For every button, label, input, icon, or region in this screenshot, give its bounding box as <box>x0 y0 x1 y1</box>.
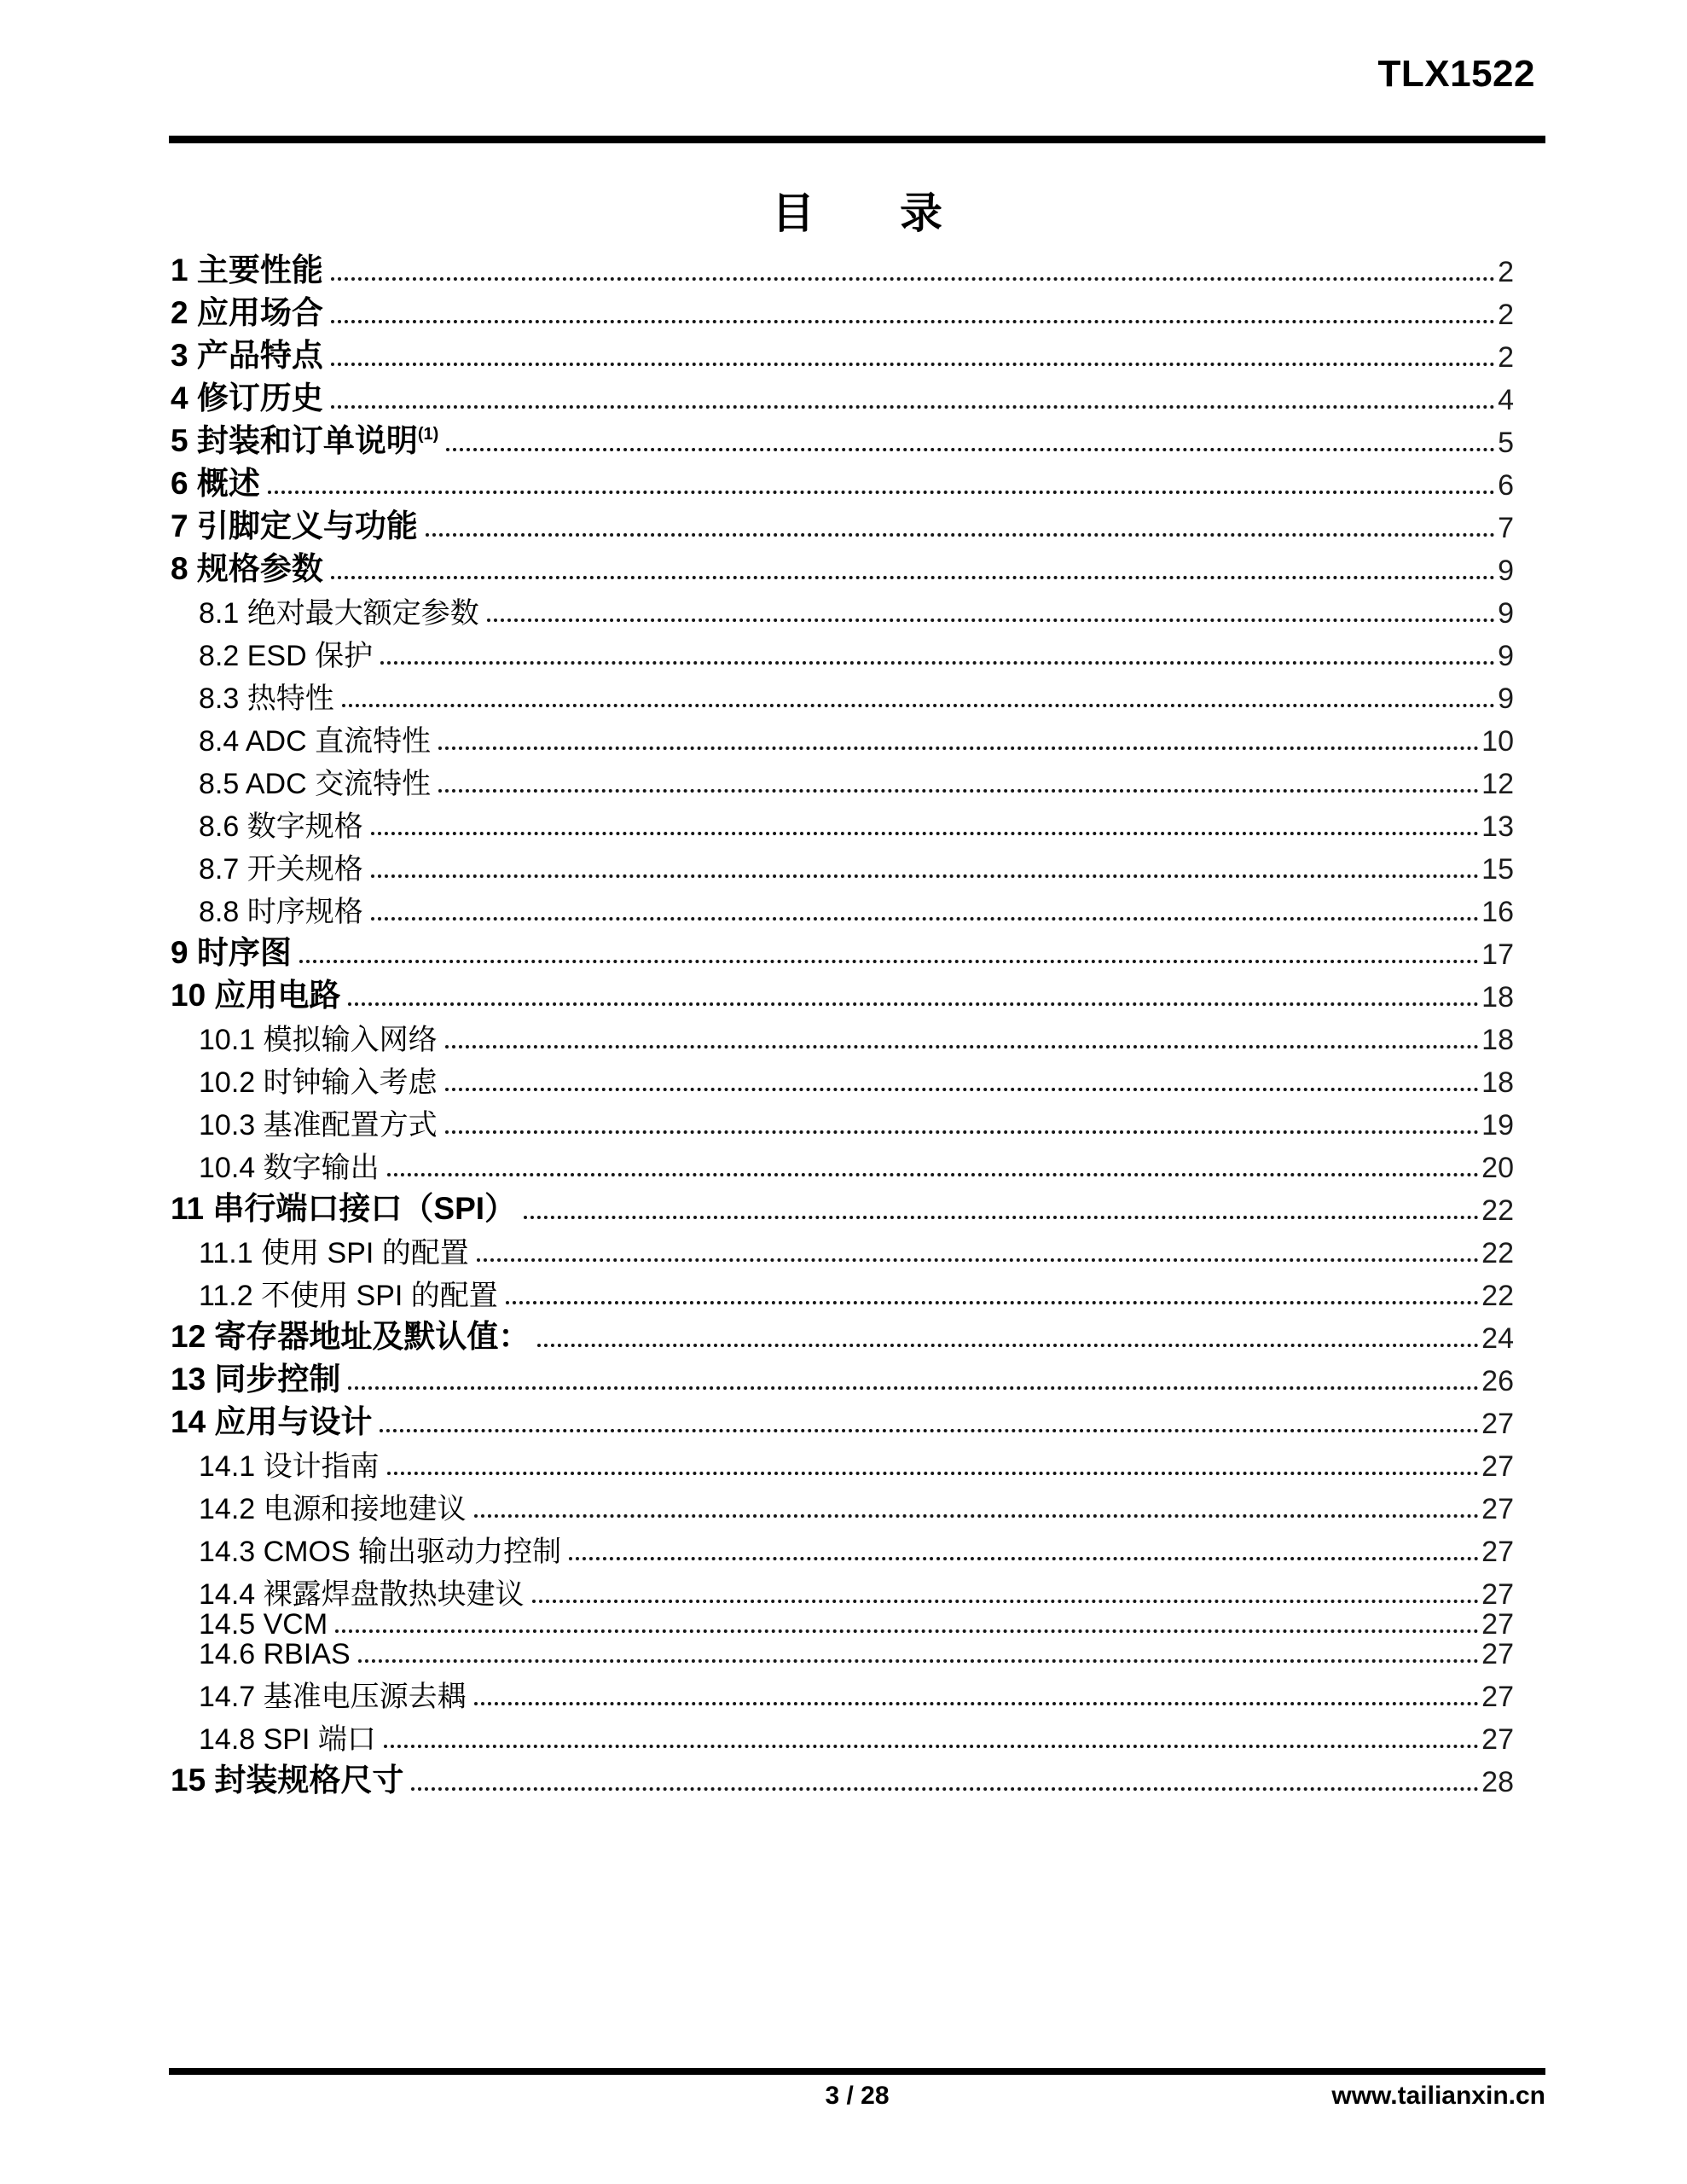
toc-entry-page-number: 10 <box>1481 724 1514 758</box>
toc-entry-text: 8 规格参数 <box>171 551 323 587</box>
toc-entry[interactable] <box>171 1527 1514 1570</box>
toc-entry-label <box>171 1763 403 1800</box>
toc-entry[interactable] <box>171 418 1514 461</box>
toc-entry-text: 8.7 开关规格 <box>199 852 363 886</box>
toc-entry-label <box>171 509 418 546</box>
toc-entry-text: 6 概述 <box>171 466 260 502</box>
toc-leader-dots <box>331 363 1495 366</box>
toc-entry-page-number: 12 <box>1481 767 1514 800</box>
toc-entry-text: 14.7 基准电压源去耦 <box>199 1680 467 1713</box>
toc-entry-label <box>171 424 438 461</box>
toc-entry-page-number: 22 <box>1481 1194 1514 1227</box>
toc-entry-label <box>171 381 323 418</box>
toc-entry-text: 7 引脚定义与功能 <box>171 508 418 544</box>
toc-entry[interactable] <box>171 930 1514 973</box>
toc-leader-dots <box>445 1045 1480 1048</box>
toc-entry-text: 8.6 数字规格 <box>199 810 363 843</box>
toc-leader-dots <box>348 1002 1479 1006</box>
toc-entry-text: 14.3 CMOS 输出驱动力控制 <box>199 1535 562 1568</box>
toc-entry-text: 14.2 电源和接地建议 <box>199 1492 467 1525</box>
toc-entry-page-number: 26 <box>1481 1364 1514 1397</box>
footer <box>169 2082 1545 2116</box>
toc-entry-label <box>199 1451 380 1484</box>
toc-leader-dots <box>331 576 1495 579</box>
toc-entry-text: 9 时序图 <box>171 935 292 971</box>
toc-leader-dots <box>380 1429 1479 1432</box>
toc-entry-label <box>199 1025 438 1058</box>
toc-entry[interactable] <box>171 631 1514 674</box>
toc-entry-text: 8.1 绝对最大额定参数 <box>199 596 479 630</box>
toc-entry[interactable] <box>171 546 1514 589</box>
toc-leader-dots <box>411 1787 1479 1791</box>
toc-entry[interactable] <box>171 461 1514 503</box>
toc-entry-label <box>199 854 363 887</box>
toc-entry[interactable] <box>171 1271 1514 1314</box>
toc-entry-page-number: 15 <box>1481 852 1514 886</box>
toc-entry-page-number: 27 <box>1481 1722 1514 1756</box>
toc-entry-text: 14 应用与设计 <box>171 1404 373 1440</box>
toc-leader-dots <box>387 1472 1480 1475</box>
toc-leader-dots <box>371 832 1479 835</box>
toc-entry-label <box>171 1362 340 1399</box>
toc-entry-label <box>199 1494 467 1527</box>
footer-rule <box>169 2068 1545 2075</box>
toc-leader-dots <box>569 1557 1479 1560</box>
footer-page-indicator: 3 / 28 <box>825 2082 890 2110</box>
toc-entry-text: 10.1 模拟输入网络 <box>199 1023 438 1056</box>
toc-entry[interactable] <box>171 1757 1514 1800</box>
toc-leader-dots <box>474 1702 1480 1705</box>
toc-entry-label <box>171 552 323 589</box>
toc-leader-dots <box>331 405 1495 409</box>
toc-leader-dots <box>426 533 1495 537</box>
toc-entry[interactable] <box>171 290 1514 333</box>
toc-entry-page-number: 2 <box>1498 255 1514 288</box>
toc-entry[interactable] <box>171 1484 1514 1527</box>
toc-entry-page-number: 27 <box>1481 1612 1514 1641</box>
toc-entry[interactable] <box>171 503 1514 546</box>
toc-entry[interactable] <box>171 1672 1514 1715</box>
toc-entry-label <box>171 936 292 973</box>
toc-entry-page-number: 22 <box>1481 1279 1514 1312</box>
toc-entry-page-number: 27 <box>1481 1449 1514 1483</box>
toc-entry-label <box>171 1192 516 1228</box>
toc-entry-page-number: 27 <box>1481 1642 1514 1670</box>
toc-leader-dots <box>380 661 1495 665</box>
toc-entry[interactable] <box>171 1143 1514 1186</box>
toc-entry-label <box>199 897 363 930</box>
toc-entry-label <box>199 598 479 631</box>
toc-entry-page-number: 9 <box>1498 639 1514 672</box>
toc-entry-page-number: 4 <box>1498 383 1514 416</box>
toc-entry-page-number: 17 <box>1481 938 1514 971</box>
toc-entry-page-number: 2 <box>1498 298 1514 331</box>
toc-entry-label <box>171 1405 372 1442</box>
toc-entry[interactable] <box>171 1314 1514 1356</box>
toc-entry-page-number: 2 <box>1498 340 1514 374</box>
toc-title: 目 录 <box>772 189 942 237</box>
toc-entry-text: 13 同步控制 <box>171 1362 341 1397</box>
toc-entry-label <box>199 1067 438 1101</box>
footer-website-link[interactable]: www.tailianxin.cn <box>1331 2082 1545 2110</box>
toc-entry[interactable] <box>171 1642 1514 1672</box>
toc-entry-page-number: 18 <box>1481 980 1514 1014</box>
toc-leader-dots <box>342 704 1495 707</box>
toc-entry-text: 12 寄存器地址及默认值： <box>171 1319 530 1355</box>
toc-leader-dots <box>384 1745 1479 1748</box>
toc-leader-dots <box>358 1659 1480 1663</box>
toc-entry-page-number: 22 <box>1481 1236 1514 1269</box>
toc-list <box>171 247 1514 1800</box>
document-number: TLX1522 <box>1377 53 1535 95</box>
toc-entry-page-number: 27 <box>1481 1407 1514 1440</box>
toc-entry[interactable] <box>171 973 1514 1015</box>
toc-entry[interactable] <box>171 1399 1514 1442</box>
toc-entry-label <box>171 1320 530 1356</box>
toc-leader-dots <box>438 746 1479 750</box>
toc-entry-label <box>199 683 334 717</box>
toc-leader-dots <box>474 1514 1480 1518</box>
toc-entry-label <box>199 1153 380 1186</box>
toc-leader-dots <box>438 789 1479 793</box>
toc-entry-page-number: 6 <box>1498 468 1514 502</box>
toc-entry-text: 8.3 热特性 <box>199 682 334 715</box>
toc-leader-dots <box>348 1386 1479 1390</box>
toc-leader-dots <box>387 1173 1480 1176</box>
toc-entry-label <box>199 1281 498 1314</box>
toc-entry-text: 14.4 裸露焊盘散热块建议 <box>199 1577 525 1611</box>
toc-entry[interactable] <box>171 1101 1514 1143</box>
toc-leader-dots <box>487 619 1495 622</box>
toc-entry[interactable] <box>171 1015 1514 1058</box>
toc-leader-dots <box>532 1600 1480 1603</box>
toc-leader-dots <box>335 1629 1479 1633</box>
toc-entry-label <box>199 1642 351 1672</box>
toc-entry[interactable] <box>171 1228 1514 1271</box>
toc-entry-page-number: 13 <box>1481 810 1514 843</box>
toc-entry-label <box>199 811 363 845</box>
toc-entry[interactable] <box>171 589 1514 631</box>
toc-entry[interactable] <box>171 802 1514 845</box>
toc-entry[interactable] <box>171 375 1514 418</box>
toc-entry[interactable] <box>171 1570 1514 1612</box>
toc-entry-text: 8.5 ADC 交流特性 <box>199 767 432 800</box>
toc-entry-text: 8.2 ESD 保护 <box>199 639 374 672</box>
toc-entry-text: 11 串行端口接口（SPI） <box>171 1191 517 1227</box>
toc-entry[interactable] <box>171 1058 1514 1101</box>
toc-entry-label <box>171 253 323 290</box>
toc-entry[interactable] <box>171 674 1514 717</box>
toc-entry-page-number: 9 <box>1498 682 1514 715</box>
toc-entry-text: 10.4 数字输出 <box>199 1151 380 1184</box>
toc-entry-page-number: 19 <box>1481 1108 1514 1141</box>
toc-leader-dots <box>445 1088 1480 1091</box>
toc-entry-text: 10.3 基准配置方式 <box>199 1108 438 1141</box>
toc-entry-label <box>171 979 340 1015</box>
toc-entry-page-number: 27 <box>1481 1492 1514 1525</box>
toc-entry-page-number: 18 <box>1481 1066 1514 1099</box>
toc-entry[interactable] <box>171 1715 1514 1757</box>
toc-entry-text: 5 封装和订单说明 <box>171 423 418 459</box>
toc-entry-label <box>199 1724 376 1757</box>
toc-entry[interactable] <box>171 717 1514 759</box>
toc-leader-dots <box>371 874 1479 878</box>
toc-entry[interactable] <box>171 247 1514 290</box>
toc-leader-dots <box>477 1258 1479 1262</box>
toc-entry-label <box>199 726 431 759</box>
toc-leader-dots <box>537 1344 1479 1347</box>
toc-entry[interactable] <box>171 1186 1514 1228</box>
toc-entry[interactable] <box>171 1442 1514 1484</box>
toc-entry-text: 15 封装规格尺寸 <box>171 1763 404 1798</box>
toc-entry-page-number: 5 <box>1498 426 1514 459</box>
toc-entry[interactable] <box>171 845 1514 887</box>
toc-entry-label <box>199 641 373 674</box>
toc-leader-dots <box>524 1216 1479 1219</box>
toc-entry-text: 10.2 时钟输入考虑 <box>199 1066 438 1099</box>
toc-entry-text: 3 产品特点 <box>171 338 323 374</box>
toc-entry[interactable] <box>171 887 1514 930</box>
toc-leader-dots <box>445 1130 1480 1134</box>
toc-entry-page-number: 27 <box>1481 1680 1514 1713</box>
toc-entry-page-number: 27 <box>1481 1577 1514 1611</box>
toc-entry-text: 1 主要性能 <box>171 253 323 288</box>
toc-entry-label <box>171 296 323 333</box>
toc-leader-dots <box>331 277 1495 281</box>
toc-entry-label <box>199 1238 469 1271</box>
toc-entry-label <box>199 1579 525 1612</box>
header-rule <box>169 136 1545 143</box>
toc-entry-text: 14.6 RBIAS <box>199 1642 351 1670</box>
toc-entry[interactable] <box>171 1356 1514 1399</box>
toc-entry-label <box>199 1536 561 1570</box>
toc-leader-dots <box>268 491 1495 494</box>
toc-entry-text: 14.8 SPI 端口 <box>199 1722 376 1756</box>
toc-entry-label <box>199 1612 328 1642</box>
toc-entry-page-number: 27 <box>1481 1535 1514 1568</box>
toc-entry-page-number: 9 <box>1498 596 1514 630</box>
toc-entry-text: 4 修订历史 <box>171 380 323 416</box>
toc-entry-page-number: 18 <box>1481 1023 1514 1056</box>
toc-entry[interactable] <box>171 759 1514 802</box>
toc-entry-text: 2 应用场合 <box>171 295 323 331</box>
toc-entry-page-number: 28 <box>1481 1765 1514 1798</box>
toc-leader-dots <box>299 960 1479 963</box>
toc-leader-dots <box>446 448 1495 451</box>
toc-entry-label <box>171 339 323 375</box>
toc-entry-page-number: 20 <box>1481 1151 1514 1184</box>
toc-entry[interactable] <box>171 333 1514 375</box>
toc-entry-text: 11.1 使用 SPI 的配置 <box>199 1236 469 1269</box>
toc-leader-dots <box>331 320 1495 323</box>
toc-entry-text: 10 应用电路 <box>171 978 341 1014</box>
toc-entry-page-number: 7 <box>1498 511 1514 544</box>
toc-entry-label <box>199 1682 467 1715</box>
toc-entry-page-number: 16 <box>1481 895 1514 928</box>
toc-entry-text: 11.2 不使用 SPI 的配置 <box>199 1279 498 1312</box>
toc-entry[interactable] <box>171 1612 1514 1642</box>
toc-entry-text: 8.8 时序规格 <box>199 895 363 928</box>
toc-leader-dots <box>371 917 1479 921</box>
toc-entry-superscript: (1) <box>417 425 439 444</box>
toc-entry-page-number: 24 <box>1481 1321 1514 1355</box>
toc-entry-text: 14.5 VCM <box>199 1612 328 1641</box>
toc-entry-label <box>199 769 431 802</box>
toc-entry-label <box>199 1110 438 1143</box>
toc-leader-dots <box>506 1301 1479 1304</box>
toc-entry-text: 14.1 设计指南 <box>199 1449 380 1483</box>
toc-entry-page-number: 9 <box>1498 554 1514 587</box>
toc-entry-text: 8.4 ADC 直流特性 <box>199 724 432 758</box>
toc-entry-label <box>171 467 260 503</box>
